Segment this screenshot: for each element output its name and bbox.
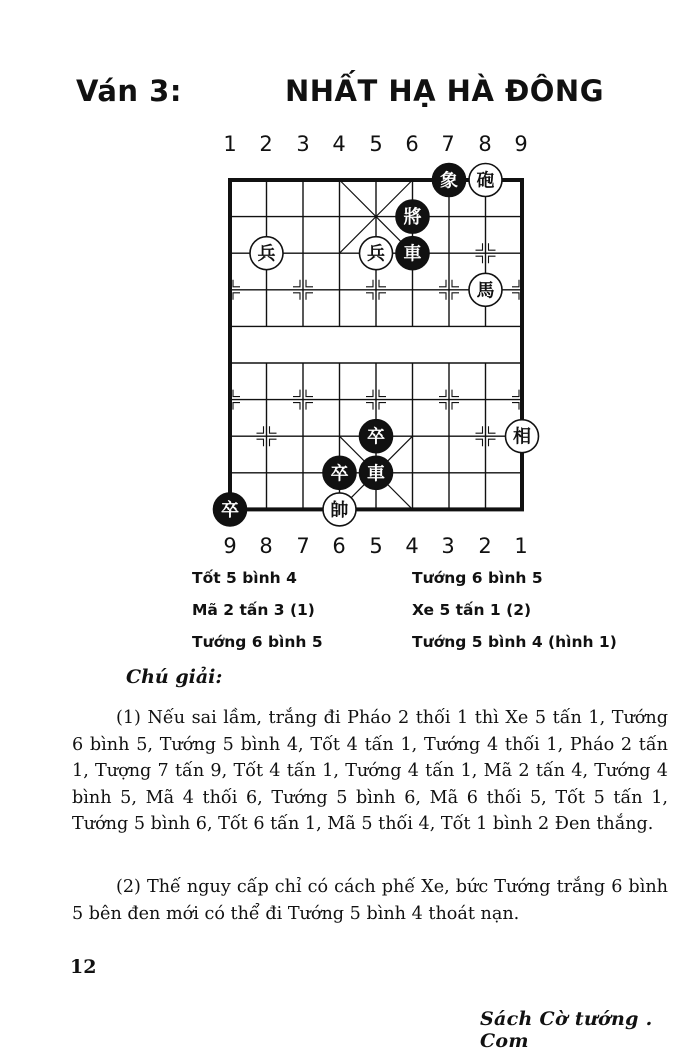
svg-text:相: 相 [513, 426, 531, 448]
position-marker [233, 280, 240, 287]
top-file-number: 3 [296, 132, 310, 156]
move-white: Tướng 6 bình 5 [192, 633, 323, 651]
bottom-file-number: 9 [223, 534, 237, 558]
bottom-file-number: 4 [405, 534, 419, 558]
black-piece [360, 456, 393, 489]
position-marker [512, 280, 519, 287]
game-label: Ván 3: [76, 74, 182, 108]
game-title: NHẤT HẠ HÀ ĐÔNG [285, 74, 605, 108]
position-marker [489, 439, 496, 446]
position-marker [257, 439, 264, 446]
position-marker [512, 390, 519, 397]
white-piece [250, 237, 283, 270]
position-marker [512, 293, 519, 300]
white-piece [506, 420, 539, 453]
bottom-file-number: 3 [441, 534, 455, 558]
move-black: Xe 5 tấn 1 (2) [412, 601, 532, 619]
black-piece [323, 456, 356, 489]
top-file-number: 4 [332, 132, 346, 156]
watermark-logo [480, 1008, 700, 1052]
position-marker [439, 403, 446, 410]
position-marker [476, 256, 483, 263]
position-marker [439, 390, 446, 397]
move-black: Tướng 6 bình 5 [412, 569, 543, 587]
bottom-file-number: 7 [296, 534, 310, 558]
svg-text:帥: 帥 [330, 499, 349, 521]
position-marker [379, 280, 386, 287]
position-marker [452, 280, 459, 287]
notes-heading: Chú giải: [126, 666, 223, 688]
move-black: Tướng 5 bình 4 (hình 1) [412, 633, 617, 651]
white-piece [469, 273, 502, 306]
position-marker [476, 243, 483, 250]
top-file-number: 8 [478, 132, 492, 156]
top-file-number: 1 [223, 132, 237, 156]
position-marker [452, 403, 459, 410]
position-marker [476, 439, 483, 446]
svg-text:兵: 兵 [257, 243, 276, 265]
svg-text:馬: 馬 [476, 280, 495, 302]
svg-text:兵: 兵 [367, 243, 385, 265]
position-marker [366, 403, 373, 410]
position-marker [233, 390, 240, 397]
position-marker [257, 426, 264, 433]
svg-text:卒: 卒 [221, 499, 239, 521]
position-marker [489, 426, 496, 433]
position-marker [452, 390, 459, 397]
position-marker [379, 403, 386, 410]
black-piece [360, 420, 393, 453]
svg-text:車: 車 [403, 243, 422, 265]
svg-text:將: 將 [403, 207, 422, 229]
white-piece [360, 237, 393, 270]
note-paragraph: (2) Thế nguy cấp chỉ có cách phế Xe, bức Tướng trắng 6 bình 5 bên đen mới có thể đi Tướng 5 bình 4 thoát nạn. [72, 877, 668, 924]
svg-text:砲: 砲 [476, 170, 495, 192]
top-file-number: 9 [514, 132, 528, 156]
position-marker [293, 293, 300, 300]
position-marker [476, 426, 483, 433]
watermark-text: Sách Cờ tướng . Com [480, 1008, 653, 1052]
black-piece [214, 493, 247, 526]
position-marker [306, 390, 313, 397]
position-marker [306, 293, 313, 300]
position-marker [366, 293, 373, 300]
position-marker [512, 403, 519, 410]
position-marker [439, 280, 446, 287]
top-file-number: 2 [259, 132, 273, 156]
bottom-file-number: 2 [478, 534, 492, 558]
move-white: Tốt 5 bình 4 [192, 569, 297, 587]
position-marker [366, 280, 373, 287]
position-marker [452, 293, 459, 300]
svg-text:卒: 卒 [367, 426, 385, 448]
position-marker [366, 390, 373, 397]
top-file-number: 6 [405, 132, 419, 156]
bottom-file-number: 8 [259, 534, 273, 558]
position-marker [379, 293, 386, 300]
svg-text:卒: 卒 [330, 463, 349, 485]
move-white: Mã 2 tấn 3 (1) [192, 601, 315, 619]
note-paragraph: (1) Nếu sai lầm, trắng đi Pháo 2 thối 1 thì Xe 5 tấn 1, Tướng 6 bình 5, Tướng 5 bình 4, Tốt 4 tấn 1, Tướng 4 thối 1, Pháo 2 tấn 1, Tượng 7 tấn 9, Tốt 4 tấn 1, Tướng 4 tấn 1, Mã 2 tấn 4, Tướng 4 bình 5, Mã 4 thối 6, Tướng 5 bình 6, Mã 6 thối 5, Tốt 5 tấn 1, Tướng 5 bình 6, Tốt 6 tấn 1, Mã 5 thối 4, Tốt 1 bình 2 Đen thắng. [72, 708, 668, 834]
position-marker [293, 280, 300, 287]
position-marker [439, 293, 446, 300]
bottom-file-number: 6 [332, 534, 346, 558]
white-piece [469, 164, 502, 197]
position-marker [379, 390, 386, 397]
position-marker [270, 426, 277, 433]
position-marker [489, 256, 496, 263]
top-file-number: 7 [441, 132, 455, 156]
svg-text:車: 車 [367, 463, 385, 485]
position-marker [306, 280, 313, 287]
position-marker [233, 403, 240, 410]
bottom-file-number: 1 [514, 534, 528, 558]
position-marker [270, 439, 277, 446]
page-number: 12 [70, 956, 97, 978]
black-piece [396, 200, 429, 233]
svg-text:象: 象 [440, 170, 458, 192]
position-marker [233, 293, 240, 300]
position-marker [489, 243, 496, 250]
position-marker [293, 390, 300, 397]
top-file-number: 5 [369, 132, 383, 156]
black-piece [396, 237, 429, 270]
black-piece [433, 164, 466, 197]
white-piece [323, 493, 356, 526]
position-marker [306, 403, 313, 410]
position-marker [293, 403, 300, 410]
bottom-file-number: 5 [369, 534, 383, 558]
